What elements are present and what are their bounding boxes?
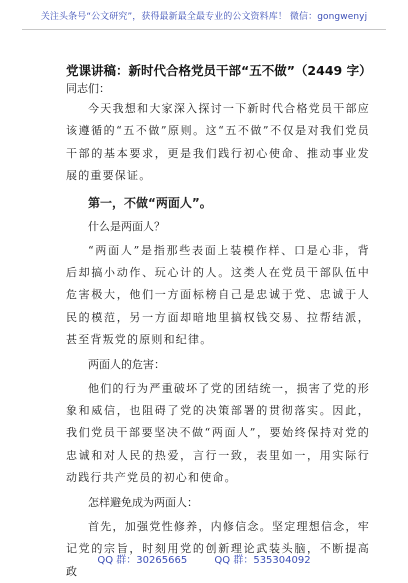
header-banner: 关注头条号“公文研究”，获得最新最全最专业的公文资料库！ 微信：gongwenyj [40, 12, 368, 22]
header-divider [22, 29, 386, 30]
page-header [0, 0, 408, 40]
question-avoid: 怎样避免成为两面人： [88, 495, 198, 509]
definition-paragraph: “两面人”是指那些表面上装模作样、口是心非，背后却搞小动作、玩心计的人。这类人在党员干部队伍中危害极大，他们一方面标榜自己是忠诚于党、忠诚于人民的模范，另一方面却暗地里搞权钱交易、拉帮结派，甚至背叛党的原则和纪律。 [66, 243, 370, 347]
greeting: 同志们： [66, 82, 110, 95]
intro-paragraph: 今天我想和大家深入探讨一下新时代合格党员干部应该遵循的“五不做”原则。这“五不做”不仅是对我们党员干部的基本要求，更是我们践行初心使命、推动事业发展的重要保证。 [66, 102, 370, 183]
document-title: 党课讲稿：新时代合格党员干部“五不做”（2449 字） [66, 63, 372, 78]
footer-qq-group-1: QQ 群：30265665 [97, 555, 188, 566]
section-heading-1: 第一，不做“两面人”。 [88, 195, 212, 210]
document-body [66, 36, 370, 583]
page-footer [0, 551, 408, 566]
question-harm: 两面人的危害： [88, 357, 165, 371]
avoid-paragraph: 首先，加强党性修养，内修信念。坚定理想信念，牢记党的宗旨，时刻用党的创新理论武装头脑，不断提高政 [66, 519, 370, 578]
question-what-is: 什么是两面人？ [88, 219, 165, 233]
harm-paragraph: 他们的行为严重破坏了党的团结统一，损害了党的形象和威信，也阻碍了党的决策部署的贯彻落实。因此，我们党员干部要坚决不做“两面人”，要始终保持对党的忠诚和对人民的热爱，言行一致，表里如一，用实际行动践行共产党员的初心和使命。 [66, 381, 370, 485]
footer-qq-group-2: QQ 群：535304092 [214, 555, 311, 566]
